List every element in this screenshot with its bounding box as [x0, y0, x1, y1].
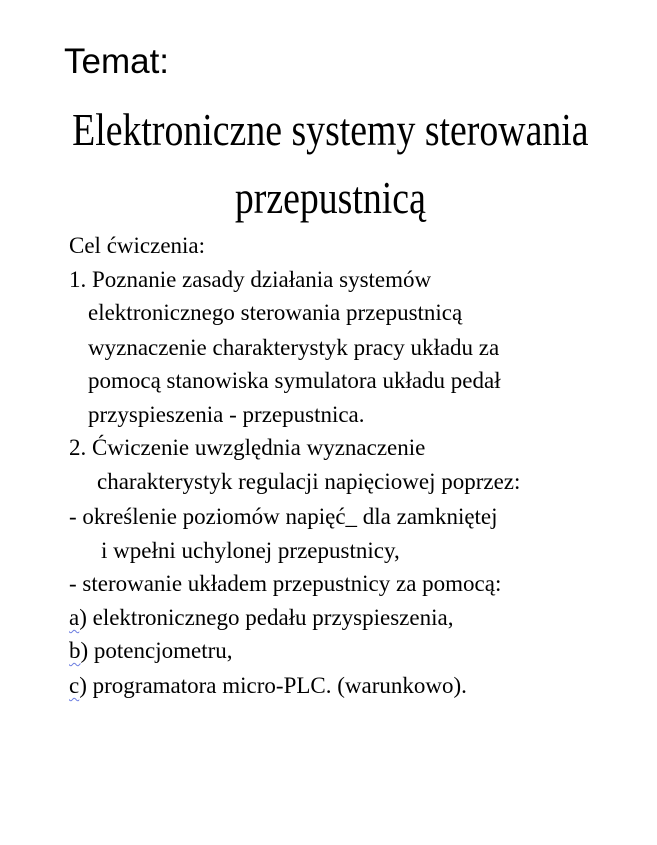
item-1-line-4: pomocą stanowiska symulatora układu pedał [88, 368, 501, 393]
option-a-letter: a [69, 605, 80, 630]
option-b [69, 636, 233, 666]
item-1-line-3: wyznaczenie charakterystyk pracy układu za [88, 335, 500, 360]
dash-item-1-line-1: - określenie poziomów napięć_ dla zamkniętej [69, 504, 498, 529]
option-b-text: ) potencjometru, [80, 638, 233, 663]
item-2-line-2: charakterystyk regulacji napięciowej poprzez: [97, 469, 521, 494]
option-a-text: ) elektronicznego pedału przyspieszenia, [79, 605, 454, 630]
item-1-line-1: 1. Poznanie zasady działania systemów [69, 267, 432, 292]
dash-item-2: - sterowanie układem przepustnicy za pomocą: [69, 571, 502, 596]
item-2-line-1: 2. Ćwiczenie uwzględnia wyznaczenie [69, 435, 426, 460]
option-c-letter: c [69, 673, 80, 698]
option-c-text: ) programatora micro-PLC. (warunkowo). [79, 673, 467, 698]
option-c [69, 671, 467, 701]
goal-heading: Cel ćwiczenia: [69, 233, 206, 258]
item-1-line-5: przyspieszenia - przepustnica. [88, 402, 365, 427]
dash-item-1-line-2: i wpełni uchylonej przepustnicy, [101, 538, 400, 563]
option-b-letter: b [69, 638, 81, 663]
title-line-1: Elektroniczne systemy sterowania [72, 105, 589, 155]
title-line-2: przepustnicą [234, 173, 426, 223]
option-a [69, 603, 453, 633]
topic-label: Temat: [64, 42, 170, 81]
item-1-line-2: elektronicznego sterowania przepustnicą [88, 300, 463, 325]
